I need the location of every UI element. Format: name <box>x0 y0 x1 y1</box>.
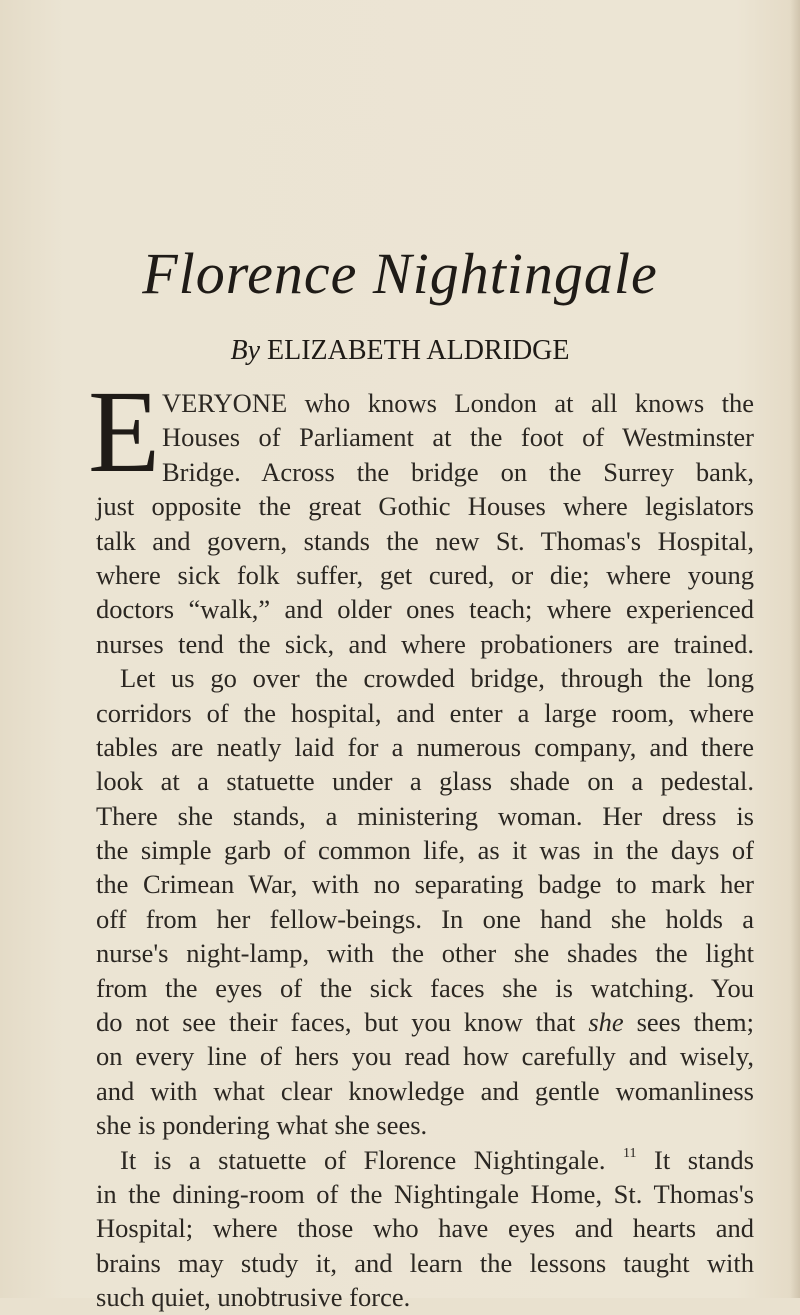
body-text <box>88 366 755 1315</box>
text-line: VERYONE who knows London at all knows the <box>162 388 754 418</box>
page-edge-shadow <box>790 0 800 1298</box>
text-line-with-footnote <box>96 1143 754 1177</box>
text-line: on every line of hers you read how carefully and wisely, <box>96 1041 754 1072</box>
text-line: she is pondering what she sees. <box>96 1110 428 1141</box>
text-line: Houses of Parliament at the foot of Westminster <box>162 422 754 453</box>
text-line: just opposite the great Gothic Houses where legislators <box>96 491 754 522</box>
byline-author: ELIZABETH ALDRIDGE <box>267 335 570 366</box>
text-line: in the dining-room of the Nightingale Home, St. Thomas's <box>96 1178 754 1209</box>
text-line: Let us go over the crowded bridge, through the long <box>120 663 754 694</box>
text-line: doctors “walk,” and older ones teach; where experienced <box>96 594 754 625</box>
byline <box>0 335 800 367</box>
text-line: the simple garb of common life, as it was in the days of <box>96 835 754 866</box>
footnote-marker: 11 <box>623 1145 637 1161</box>
text-line: tables are neatly laid for a numerous company, and there <box>96 731 754 762</box>
text-line: from the eyes of the sick faces she is watching. You <box>96 972 754 1003</box>
text-line: Bridge. Across the bridge on the Surrey bank, <box>162 456 754 487</box>
text-line: Hospital; where those who have eyes and hearts and <box>96 1213 754 1244</box>
text-line: look at a statuette under a glass shade on a pedestal. <box>96 766 754 797</box>
drop-cap: E <box>88 366 161 497</box>
text-line: talk and govern, stands the new St. Thomas's Hospital, <box>96 525 754 556</box>
text-line: the Crimean War, with no separating badge to mark her <box>96 869 754 900</box>
text-line: There she stands, a ministering woman. Her dress is <box>96 800 754 831</box>
text-line-with-emphasis <box>96 1005 754 1039</box>
text-line: off from her fellow-beings. In one hand she holds a <box>96 903 754 934</box>
text-line: brains may study it, and learn the lessons taught with <box>96 1247 754 1278</box>
text-line: where sick folk suffer, get cured, or die; where young <box>96 559 754 590</box>
text-line: and with what clear knowledge and gentle womanliness <box>96 1075 754 1106</box>
text-segment: It is a statuette of Florence Nightingale. <box>120 1144 606 1175</box>
chapter-title: Florence Nightingale <box>142 241 658 306</box>
text-line: corridors of the hospital, and enter a large room, where <box>96 697 754 728</box>
text-line: such quiet, unobtrusive force. <box>96 1282 411 1313</box>
text-segment: It stands <box>636 1144 754 1175</box>
text-segment: do not see their faces, but you know that <box>96 1007 589 1038</box>
text-line: nurses tend the sick, and where probationers are trained. <box>96 628 754 659</box>
emphasized-word: she <box>588 1007 624 1038</box>
text-segment: sees them; <box>623 1007 755 1038</box>
byline-by: By <box>230 335 260 366</box>
text-line: nurse's night-lamp, with the other she shades the light <box>96 938 754 969</box>
